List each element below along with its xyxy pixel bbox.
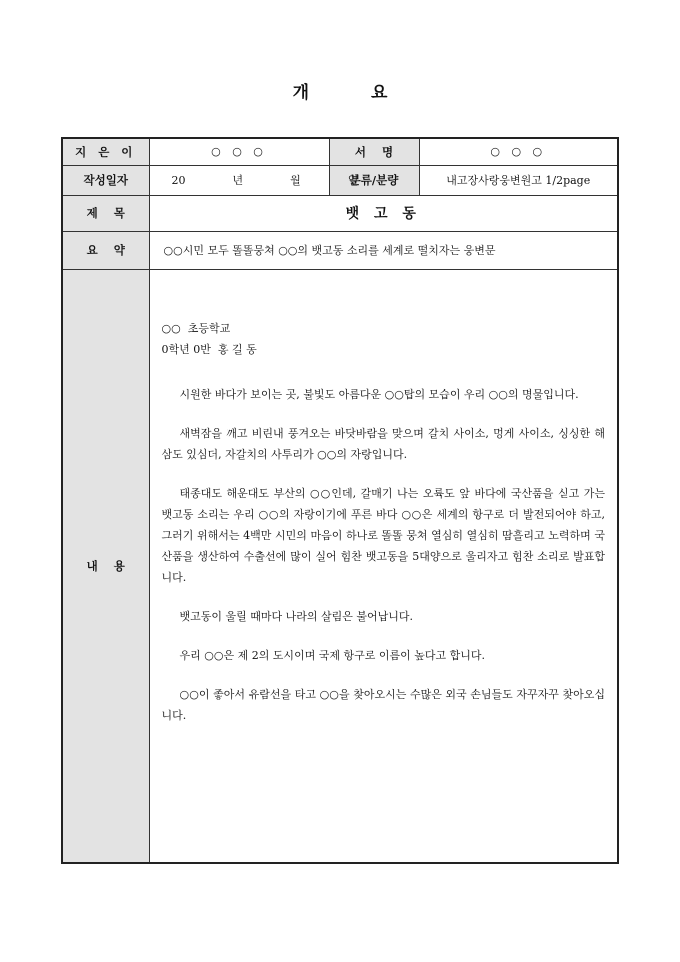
date-value[interactable]: 20 년 월 일 — [149, 165, 329, 195]
page-title: 개 요 — [292, 83, 416, 103]
paragraph-4: 뱃고동이 울릴 때마다 나라의 살림은 불어납니다. — [179, 609, 413, 623]
summary-label: 요 약 — [62, 231, 149, 269]
author-row — [62, 138, 618, 165]
document-form-table — [61, 137, 619, 864]
category-label: 분류/분량 — [329, 165, 419, 195]
paragraph-6: ○○이 좋아서 유람선을 타고 ○○을 찾아오시는 수많은 외국 손님들도 자꾸자꾸 찾아오십니다. — [161, 687, 605, 722]
school-line: ○○ 초등학교 — [161, 321, 231, 335]
summary-row — [62, 231, 618, 269]
author-value[interactable]: ○ ○ ○ — [149, 138, 329, 165]
date-row — [62, 165, 618, 195]
content-row — [62, 269, 618, 863]
paragraph-5: 우리 ○○은 제 2의 도시이며 국제 항구로 이름이 높다고 합니다. — [179, 648, 486, 662]
subject-row — [62, 195, 618, 231]
date-label: 작성일자 — [62, 165, 149, 195]
subject-label: 제 목 — [62, 195, 149, 231]
paragraph-3: 태종대도 해운대도 부산의 ○○인데, 갈매기 나는 오륙도 앞 바다에 국산품을 싣고 가는 뱃고동 소리는 우리 ○○의 자랑이기에 푸른 바다 ○○은 세계의 항구로 더 발전되어야 하고, 그러기 위해서는 4백만 시민의 마음이 하나로 똘똘 뭉쳐 열심히 열심히 땀흘리고 노력하며 국산품을 생산하여 수출선에 많이 실어 힘찬 뱃고동을 5대양으로 울리자고 힘찬 소리로 발표합니다. — [161, 486, 605, 584]
paragraph-1: 시원한 바다가 보이는 곳, 불빛도 아름다운 ○○탑의 모습이 우리 ○○의 명물입니다. — [179, 387, 579, 401]
content-body[interactable] — [149, 269, 618, 863]
category-value[interactable]: 내고장사랑웅변원고 1/2page — [419, 165, 618, 195]
summary-value[interactable]: ○○시민 모두 똘똘뭉쳐 ○○의 뱃고동 소리를 세계로 떨치자는 웅변문 — [149, 231, 618, 269]
signature-value[interactable]: ○ ○ ○ — [419, 138, 618, 165]
signature-label: 서 명 — [329, 138, 419, 165]
author-label: 지 은 이 — [62, 138, 149, 165]
student-line: 0학년 0반 홍 길 동 — [161, 342, 257, 356]
content-label: 내 용 — [62, 269, 149, 863]
paragraph-2: 새벽잠을 깨고 비린내 풍겨오는 바닷바람을 맞으며 갈치 사이소, 멍게 사이소, 싱싱한 해삼도 있심더, 자갈치의 사투리가 ○○의 자랑입니다. — [161, 426, 605, 461]
subject-value[interactable]: 뱃 고 동 — [149, 195, 618, 231]
